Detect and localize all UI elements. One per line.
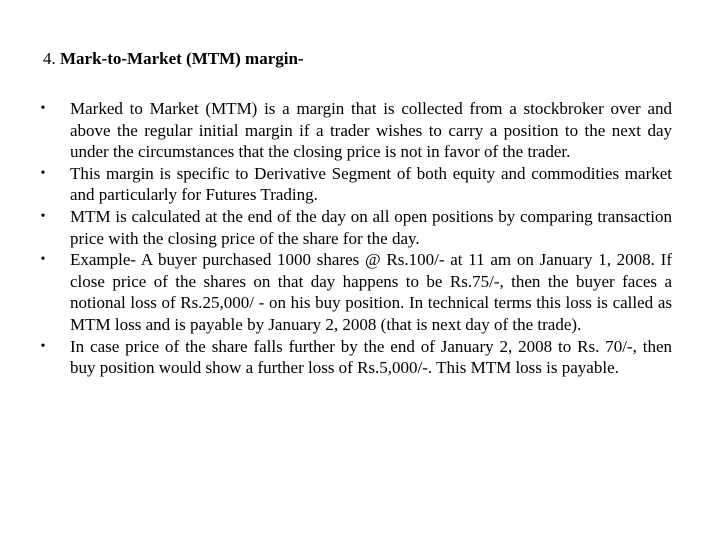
bullet-icon: •	[40, 101, 46, 116]
heading-title: Mark-to-Market (MTM) margin-	[60, 49, 304, 68]
bullet-icon: •	[40, 208, 46, 224]
bullet-list	[36, 98, 672, 379]
bullet-text: In case price of the share falls further by the end of January 2, 2008 to Rs. 70/-, then buy position would show a further loss of Rs.5,000/-. This MTM loss is payable.	[70, 336, 672, 378]
heading-number: 4.	[43, 49, 56, 68]
bullet-icon: •	[40, 252, 46, 268]
bullet-item	[36, 249, 672, 335]
bullet-text: This margin is specific to Derivative Segment of both equity and commodities market and particularly for Futures Trading.	[70, 163, 672, 205]
bullet-item	[36, 336, 672, 379]
bullet-item	[36, 206, 672, 249]
bullet-item	[36, 163, 672, 206]
bullet-text: Example- A buyer purchased 1000 shares @ Rs.100/- at 11 am on January 1, 2008. If close price of the shares on that day happens to be Rs.75/-, then the buyer faces a notional loss of Rs.25,000/ - on his buy position. In technical terms this loss is called as MTM loss and is payable by January 2, 2008 (that is next day of the trade).	[70, 250, 672, 334]
slide-heading	[43, 48, 304, 70]
bullet-item	[36, 98, 672, 163]
bullet-text: Marked to Market (MTM) is a margin that is collected from a stockbroker over and above the regular initial margin if a trader wishes to carry a position to the next day under the circumstances that the closing price is not in favor of the trader.	[70, 99, 672, 162]
bullet-text: MTM is calculated at the end of the day on all open positions by comparing transaction price with the closing price of the share for the day.	[70, 206, 672, 248]
bullet-icon: •	[40, 165, 46, 181]
bullet-icon: •	[40, 338, 46, 354]
